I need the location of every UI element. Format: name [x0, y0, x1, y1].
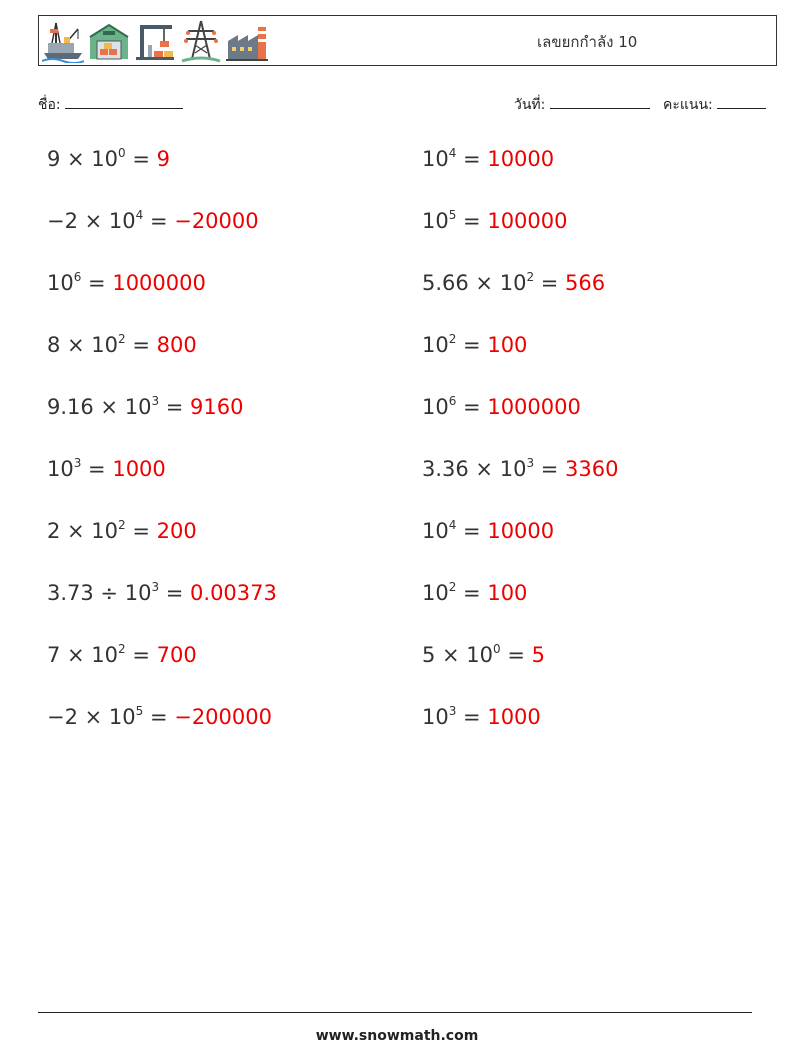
equals-sign: =	[456, 705, 488, 729]
problem-exponent: 4	[448, 146, 457, 160]
equals-sign: =	[456, 395, 488, 419]
problem-expression: 2 × 10	[47, 519, 119, 543]
problem-exponent: 2	[118, 642, 126, 656]
equals-sign: =	[534, 271, 566, 295]
equals-sign: =	[534, 457, 566, 481]
problem-expression: 3.73 ÷ 10	[47, 581, 152, 605]
equals-sign: =	[125, 643, 157, 667]
problem-answer: 1000000	[487, 395, 581, 419]
problem-exponent: 2	[448, 332, 457, 346]
worksheet-title: เลขยกกำลัง 10	[537, 33, 638, 51]
problem-exponent: 2	[526, 270, 535, 284]
equals-sign: =	[125, 333, 157, 357]
problem-expression: 10	[47, 271, 74, 295]
problem-answer: 566	[565, 271, 606, 295]
problem-answer: 5	[531, 643, 545, 667]
problem-answer: 800	[156, 333, 197, 357]
problem-item	[422, 705, 541, 729]
score-field	[663, 94, 766, 116]
problem-item	[47, 333, 197, 357]
problem-answer: 10000	[487, 519, 555, 543]
problem-expression: −2 × 10	[47, 209, 136, 233]
problem-item	[47, 581, 277, 605]
name-field	[38, 94, 183, 116]
problem-answer: −20000	[174, 209, 259, 233]
problem-answer: 10000	[487, 147, 555, 171]
problem-expression: 5 × 10	[422, 643, 494, 667]
equals-sign: =	[456, 519, 488, 543]
problem-item	[47, 147, 170, 171]
problem-item	[47, 705, 272, 729]
problem-answer: 0.00373	[190, 581, 277, 605]
problem-answer: 200	[156, 519, 197, 543]
equals-sign: =	[456, 581, 488, 605]
equals-sign: =	[81, 271, 113, 295]
problem-item	[422, 147, 554, 171]
problem-item	[422, 457, 618, 481]
problem-expression: 10	[422, 519, 449, 543]
problem-expression: 10	[422, 581, 449, 605]
equals-sign: =	[143, 705, 175, 729]
problem-expression: 5.66 × 10	[422, 271, 527, 295]
problem-item	[422, 333, 527, 357]
equals-sign: =	[143, 209, 175, 233]
problem-answer: 100	[487, 333, 528, 357]
equals-sign: =	[125, 147, 157, 171]
problem-expression: −2 × 10	[47, 705, 136, 729]
score-label: คะแนน:	[663, 97, 713, 113]
equals-sign: =	[159, 581, 191, 605]
problem-item	[47, 643, 197, 667]
problem-exponent: 6	[448, 394, 457, 408]
date-blank[interactable]	[550, 94, 650, 109]
problem-answer: 3360	[565, 457, 619, 481]
factory-icon	[226, 19, 268, 63]
problem-exponent: 3	[448, 704, 457, 718]
equals-sign: =	[81, 457, 113, 481]
problem-answer: 100	[487, 581, 528, 605]
warehouse-icon	[88, 19, 130, 63]
oil-rig-icon	[42, 19, 84, 63]
crane-icon	[134, 19, 176, 63]
problem-item	[422, 519, 554, 543]
problem-exponent: 5	[448, 208, 457, 222]
problem-exponent: 0	[493, 642, 501, 656]
problem-expression: 10	[422, 333, 449, 357]
footer-divider	[38, 1012, 752, 1013]
problem-exponent: 2	[118, 518, 126, 532]
problem-answer: 9160	[190, 395, 244, 419]
problem-answer: −200000	[174, 705, 272, 729]
problem-item	[422, 209, 568, 233]
date-field	[514, 94, 650, 116]
problem-item	[47, 457, 166, 481]
problem-item	[422, 271, 605, 295]
problem-exponent: 2	[448, 580, 457, 594]
problem-answer: 1000	[487, 705, 541, 729]
score-blank[interactable]	[717, 94, 766, 109]
equals-sign: =	[456, 333, 488, 357]
problem-exponent: 6	[73, 270, 82, 284]
problem-exponent: 3	[526, 456, 535, 470]
equals-sign: =	[125, 519, 157, 543]
problem-item	[422, 643, 545, 667]
problem-item	[422, 581, 527, 605]
date-label: วันที่:	[514, 97, 546, 113]
name-label: ชื่อ:	[38, 97, 61, 113]
equals-sign: =	[456, 209, 488, 233]
problem-answer: 1000000	[112, 271, 206, 295]
problem-exponent: 3	[73, 456, 82, 470]
problem-item	[47, 519, 197, 543]
problem-exponent: 4	[448, 518, 457, 532]
problem-item	[47, 395, 243, 419]
problem-answer: 1000	[112, 457, 166, 481]
equals-sign: =	[500, 643, 532, 667]
problem-answer: 100000	[487, 209, 568, 233]
problem-expression: 9 × 10	[47, 147, 119, 171]
problem-exponent: 3	[151, 580, 160, 594]
problem-exponent: 0	[118, 146, 126, 160]
problem-expression: 10	[422, 209, 449, 233]
problem-expression: 10	[422, 705, 449, 729]
header-box	[38, 15, 777, 66]
problem-expression: 10	[422, 395, 449, 419]
problem-expression: 10	[47, 457, 74, 481]
problem-exponent: 3	[151, 394, 160, 408]
problem-answer: 9	[156, 147, 170, 171]
problem-expression: 9.16 × 10	[47, 395, 152, 419]
problem-answer: 700	[156, 643, 197, 667]
problem-exponent: 2	[118, 332, 126, 346]
name-blank[interactable]	[65, 94, 183, 109]
problem-item	[47, 209, 259, 233]
problem-item	[422, 395, 581, 419]
footer-url: www.snowmath.com	[315, 1028, 479, 1044]
problem-exponent: 5	[135, 704, 144, 718]
problem-exponent: 4	[135, 208, 144, 222]
problem-expression: 8 × 10	[47, 333, 119, 357]
problem-expression: 10	[422, 147, 449, 171]
problem-item	[47, 271, 206, 295]
power-tower-icon	[180, 19, 222, 63]
problem-expression: 7 × 10	[47, 643, 119, 667]
problem-expression: 3.36 × 10	[422, 457, 527, 481]
equals-sign: =	[159, 395, 191, 419]
equals-sign: =	[456, 147, 488, 171]
header-icons	[42, 19, 268, 63]
